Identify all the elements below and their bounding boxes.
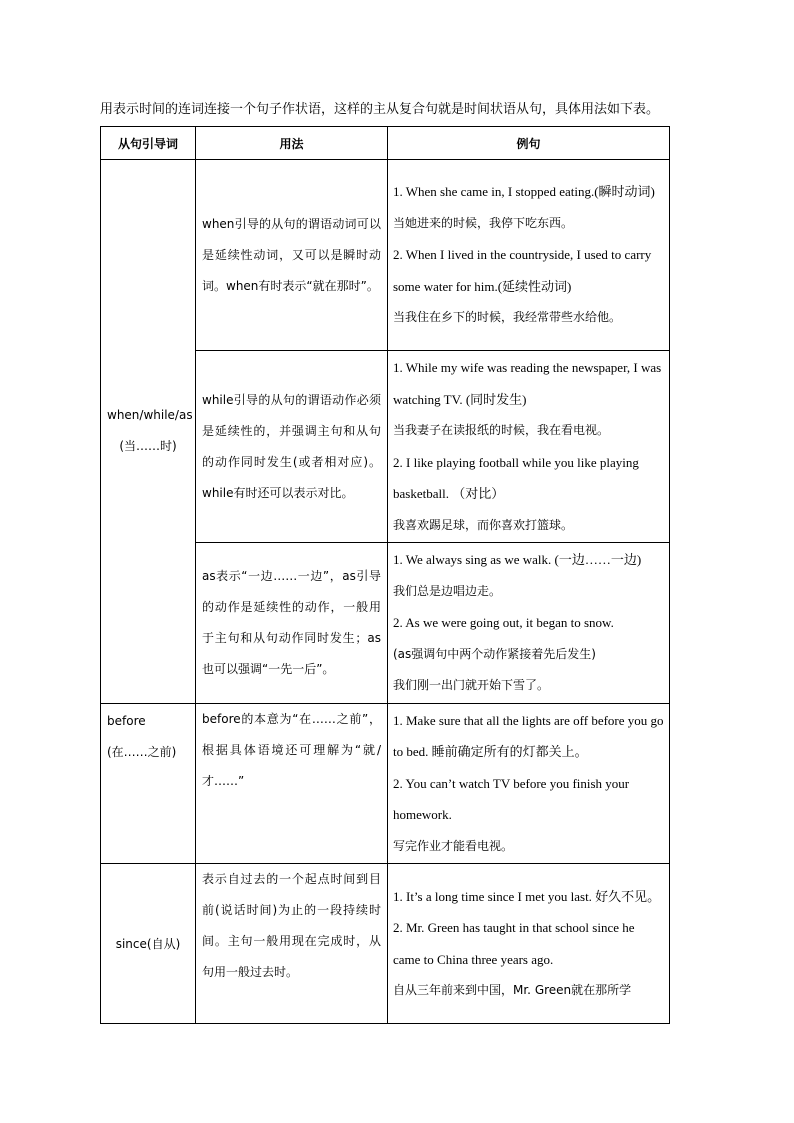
example-cell <box>388 351 670 543</box>
example-line: 2. When I lived in the countryside, I used to carry some water for him.(延续性动词) <box>393 247 652 294</box>
example-line: 2. You can’t watch TV before you finish your homework. <box>393 775 630 822</box>
example-line: 2. I like playing football while you like playing basketball. （对比） <box>393 454 639 501</box>
intro-text: 用表示时间的连词连接一个句子作状语，这样的主从复合句就是时间状语从句，具体用法如下表。 <box>100 102 660 117</box>
example-line: 1. Make sure that all the lights are off before you go to bed. 睡前确定所有的灯都关上。 <box>393 712 664 759</box>
example-line: 我们总是边唱边走。 <box>393 583 502 598</box>
example-line: 自从三年前来到中国，Mr. Green就在那所学 <box>393 983 632 997</box>
example-line: 1. We always sing as we walk. (一边……一边) <box>393 552 642 567</box>
conjunction-meaning: (当……时) <box>119 439 177 454</box>
usage-cell: as表示“一边……一边”，as引导的动作是延续性的动作，一般用于主句和从句动作同时发生；as也可以强调“一先一后”。 <box>196 543 388 704</box>
conjunction-meaning: (在……之前) <box>107 744 177 759</box>
time-clause-table <box>100 126 670 1024</box>
table-header-row <box>101 127 670 160</box>
example-line: 1. When she came in, I stopped eating.(瞬时动词) <box>393 184 655 200</box>
usage-cell: while引导的从句的谓语动作必须是延续性的，并强调主句和从句的动作同时发生(或者相对应)。while有时还可以表示对比。 <box>196 351 388 543</box>
example-line: 2. Mr. Green has taught in that school since he came to China three years ago. <box>393 920 635 967</box>
example-cell <box>388 543 670 704</box>
example-line: 当我住在乡下的时候，我经常带些水给他。 <box>393 310 622 325</box>
conjunction-when-while-as <box>101 160 196 704</box>
example-cell <box>388 160 670 351</box>
usage-cell: before的本意为“在……之前”，根据具体语境还可理解为“就/才……” <box>196 703 388 864</box>
header-conjunction: 从句引导词 <box>101 127 196 160</box>
conjunction-word: before <box>107 713 146 728</box>
example-line: 我喜欢踢足球，而你喜欢打篮球。 <box>393 517 574 532</box>
example-line: 1. While my wife was reading the newspaper, I was watching TV. (同时发生) <box>393 360 662 407</box>
table-row <box>101 864 670 1024</box>
example-line: 1. It’s a long time since I met you last. 好久不见。 <box>393 888 661 904</box>
example-line: 写完作业才能看电视。 <box>393 838 514 853</box>
example-line: (as强调句中两个动作紧接着先后发生) <box>393 646 596 661</box>
usage-cell: when引导的从句的谓语动词可以是延续性动词，又可以是瞬时动词。when有时表示“就在那时”。 <box>196 160 388 351</box>
header-example: 例句 <box>388 127 670 160</box>
example-line: 我们刚一出门就开始下雪了。 <box>393 678 550 692</box>
conjunction-word: since(自从) <box>115 937 181 951</box>
table-row <box>101 703 670 864</box>
example-cell <box>388 703 670 864</box>
conjunction-since <box>101 864 196 1024</box>
conjunction-before <box>101 703 196 864</box>
header-usage: 用法 <box>196 127 388 160</box>
table-row <box>101 160 670 351</box>
conjunction-word: when/while/as <box>107 408 193 423</box>
example-line: 当我妻子在读报纸的时候，我在看电视。 <box>393 423 610 437</box>
usage-cell: 表示自过去的一个起点时间到目前(说话时间)为止的一段持续时间。主句一般用现在完成时，从句用一般过去时。 <box>196 864 388 1024</box>
example-line: 2. As we were going out, it began to snow. <box>393 615 614 630</box>
example-cell <box>388 864 670 1024</box>
example-line: 当她进来的时候，我停下吃东西。 <box>393 215 574 230</box>
